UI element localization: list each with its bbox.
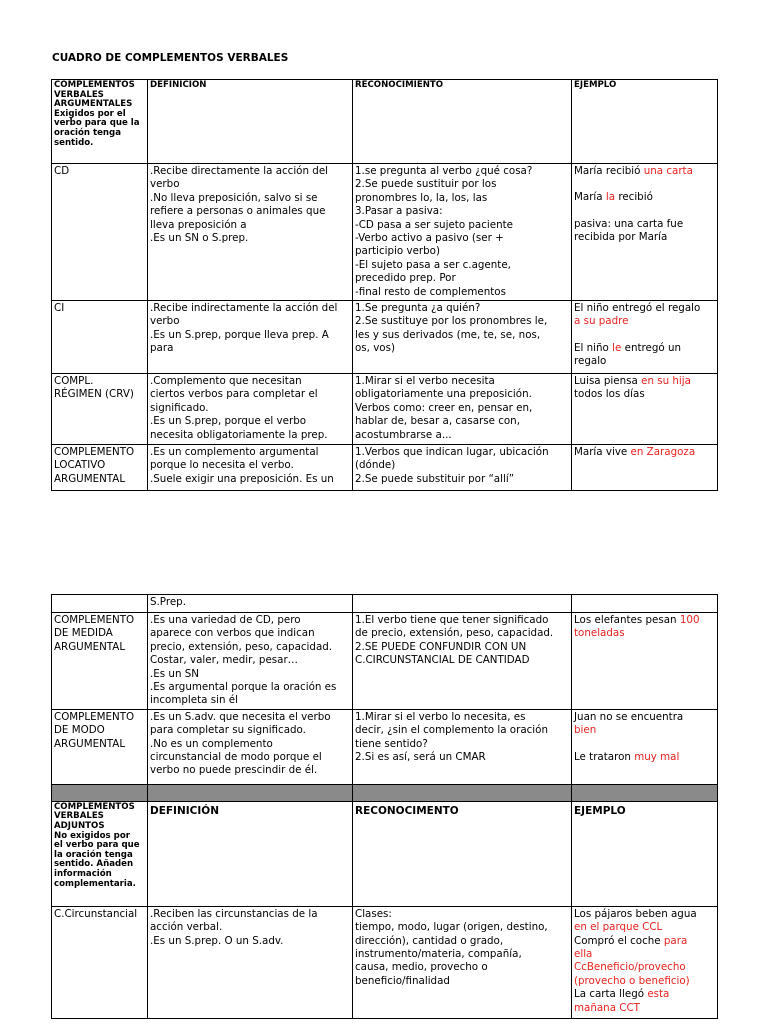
row-example: María vive en Zaragoza [572,445,718,491]
table-header-row-adjuntos [52,801,718,906]
row-recognition: 1.El verbo tiene que tener significado de precio, extensión, peso, capacidad. 2.SE PUEDE CONFUNDIR CON UN C.CIRCUNSTANCIAL DE CANTIDAD [353,613,572,710]
row-name: CI [52,301,148,374]
header-ejemplo: EJEMPLO [572,80,718,164]
table-row-ci [52,301,718,374]
row-definition: .Reciben las circunstancias de la acción verbal. .Es un S.prep. O un S.adv. [148,906,353,1018]
table-row-continuation [52,595,718,613]
row-example: El niño entregó el regalo a su padre El niño le entregó un regalo [572,301,718,374]
row-recognition: Clases: tiempo, modo, lugar (origen, destino, dirección), cantidad o grado, instrumento/materia, compañía, causa, medio, provecho o beneficio/finalidad [353,906,572,1018]
row-recognition: 1.Mirar si el verbo necesita obligatoriamente una preposición. Verbos como: creer en, pensar en, hablar de, besar a, casarse con, acostumbrarse a... [353,374,572,445]
header-reconocimiento: RECONOCIMIENTO [353,80,572,164]
row-definition: .Complemento que necesitan ciertos verbos para completar el significado. .Es un S.prep, porque el verbo necesita obligatoriamente la prep. [148,374,353,445]
header-reconocimiento: RECONOCIMENTO [353,801,572,906]
row-definition: .Es un complemento argumental porque lo necesita el verbo. .Suele exigir una preposición. Es un [148,445,353,491]
header-complementos-adjuntos: COMPLEMENTOS VERBALES ADJUNTOS No exigidos por el verbo para que la oración tenga sentido. Añaden información complementaria. [52,801,148,906]
table-row-modo [52,709,718,784]
row-example: María recibió una carta María la recibió pasiva: una carta fue recibida por María [572,164,718,301]
complements-table-argumental [51,79,718,491]
row-recognition: 1.se pregunta al verbo ¿qué cosa? 2.Se puede sustituir por los pronombres lo, la, los, las 3.Pasar a pasiva: -CD pasa a ser sujeto paciente -Verbo activo a pasivo (ser + participio verbo) -El sujeto pasa a ser c.agente, precedido prep. Por -final resto de complementos [353,164,572,301]
row-definition: S.Prep. [148,595,353,613]
row-definition: .Recibe indirectamente la acción del verbo .Es un S.prep, porque lleva prep. A para [148,301,353,374]
row-definition: .Es un S.adv. que necesita el verbo para completar su significado. .No es un complemento circunstancial de modo porque el verbo no puede prescindir de él. [148,709,353,784]
document-title: CUADRO DE COMPLEMENTOS VERBALES [52,52,289,64]
row-example: Los pájaros beben agua en el parque CCL Compró el coche para ella CcBeneficio/provecho (provecho o beneficio) La carta llegó esta mañana CCT [572,906,718,1018]
header-ejemplo: EJEMPLO [572,801,718,906]
row-name: CD [52,164,148,301]
table-header-row [52,80,718,164]
row-definition: .Recibe directamente la acción del verbo .No lleva preposición, salvo si se refiere a personas o animales que lleva preposición a .Es un SN o S.prep. [148,164,353,301]
complements-table-continued [51,594,718,1019]
row-name: C.Circunstancial [52,906,148,1018]
row-recognition: 1.Mirar si el verbo lo necesita, es decir, ¿sin el complemento la oración tiene sentido? 2.Si es así, será un CMAR [353,709,572,784]
row-name: COMPLEMENTO LOCATIVO ARGUMENTAL [52,445,148,491]
row-name: COMPLEMENTO DE MODO ARGUMENTAL [52,709,148,784]
row-definition: .Es una variedad de CD, pero aparece con verbos que indican precio, extensión, peso, capacidad. Costar, valer, medir, pesar… .Es un SN .Es argumental porque la oración es incompleta sin él [148,613,353,710]
header-definicion: DEFINICIÓN [148,801,353,906]
row-recognition: 1.Se pregunta ¿a quién? 2.Se sustituye por los pronombres le, les y sus derivados (me, te, se, nos, os, vos) [353,301,572,374]
table-row-medida [52,613,718,710]
row-example: Los elefantes pesan 100 toneladas [572,613,718,710]
row-recognition: 1.Verbos que indican lugar, ubicación (dónde) 2.Se puede substituir por “allí” [353,445,572,491]
table-row-locativo [52,445,718,491]
row-name: COMPL. RÉGIMEN (CRV) [52,374,148,445]
table-row-cd [52,164,718,301]
table-row-crv [52,374,718,445]
row-example: Luisa piensa en su hija todos los días [572,374,718,445]
separator-row [52,784,718,801]
header-complementos-argumentales: COMPLEMENTOS VERBALES ARGUMENTALES Exigidos por el verbo para que la oración tenga sentido. [52,80,148,164]
table-row-circunstancial [52,906,718,1018]
row-name: COMPLEMENTO DE MEDIDA ARGUMENTAL [52,613,148,710]
header-definicion: DEFINICIÓN [148,80,353,164]
row-example: Juan no se encuentra bien Le trataron muy mal [572,709,718,784]
